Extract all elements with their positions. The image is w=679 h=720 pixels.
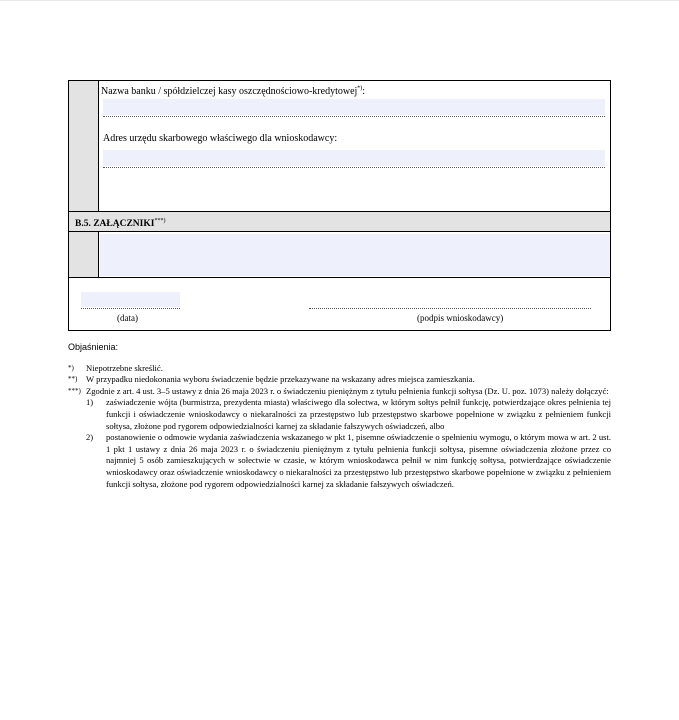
list-item-number: 1) [86, 397, 94, 408]
footnote-2 [68, 374, 611, 386]
section-divider-bottom [69, 277, 610, 278]
page-top-border [0, 0, 679, 1]
attachments-field[interactable] [100, 234, 610, 276]
row-marker-column [69, 81, 98, 211]
footnote-mark: *) [68, 363, 74, 372]
tax-office-field[interactable] [103, 150, 605, 166]
date-field[interactable] [81, 292, 180, 307]
attachments-column-divider [98, 232, 99, 277]
footnote-mark: ***) [68, 386, 81, 395]
footnote-text: Zgodnie z art. 4 ust. 3–5 ustawy z dnia 26 maja 2023 r. o świadczeniu pieniężnym z tytułu pełnienia funkcji sołtysa (Dz. U. poz. 1073) należy dołączyć: [86, 385, 609, 396]
date-dotted-line [81, 308, 180, 309]
attachments-marker-column [69, 232, 98, 277]
tax-office-label: Adres urzędu skarbowego właściwego dla wnioskodawcy: [103, 133, 338, 144]
bank-name-field[interactable] [103, 99, 605, 115]
signature-dotted-line[interactable] [309, 308, 591, 309]
list-item [86, 432, 611, 490]
list-item-number: 2) [86, 432, 94, 443]
date-label: (data) [117, 313, 138, 323]
form-section-b4-b5 [68, 80, 611, 331]
footnote-1 [68, 363, 611, 375]
tax-office-dotted-line [103, 167, 605, 168]
bank-name-label: Nazwa banku / spółdzielczej kasy oszczędnościowo-kredytowej*): [101, 85, 366, 97]
column-divider [98, 81, 99, 211]
explanations-section [68, 342, 611, 490]
list-item-text: zaświadczenie wójta (burmistrza, prezydenta miasta) właściwego dla sołectwa, w którym sołtys pełnił funkcję, potwierdzające okres pełnienia tej funkcji i oświadczenie wnioskodawcy o niekaralności za przestępstwo lub przestępstwo skarbowe popełnione w związku z pełnieniem funkcji sołtysa, złożone pod rygorem odpowiedzialności karnej za składanie fałszywych oświadczeń, albo [106, 397, 611, 431]
section-divider-header [69, 231, 610, 232]
footnote-text: W przypadku niedokonania wyboru świadczenie będzie przekazywane na wskazany adres miejsca zamieszkania. [86, 374, 475, 385]
list-item-text: postanowienie o odmowie wydania zaświadczenia wskazanego w pkt 1, pisemne oświadczenie o spełnieniu wymogu, o którym mowa w art. 2 ust. 1 pkt 1 ustawy z dnia 26 maja 2023 r. o świadczeniu pieniężnym z tytułu pełnienia funkcji sołtysa, pisemne oświadczenia złożone przez co najmniej 5 osób zamieszkujących w sołectwie w czasie, w którym wnioskodawca pełnił w nim funkcję sołtysa, potwierdzające oświadczenie wnioskodawcy oraz oświadczenie wnioskodawcy o niekaralności za przestępstwo lub przestępstwo skarbowe popełnione w związku z pełnieniem funkcji sołtysa, złożone pod rygorem odpowiedzialności karnej za składanie fałszywych oświadczeń. [106, 432, 611, 489]
footnote-text: Niepotrzebne skreślić. [86, 362, 163, 373]
signature-label: (podpis wnioskodawcy) [417, 313, 504, 323]
footnote-3 [68, 386, 611, 398]
attachments-section-title: B.5. ZAŁĄCZNIKI***) [75, 217, 166, 229]
list-item [86, 397, 611, 432]
explanations-heading: Objaśnienia: [68, 342, 119, 352]
footnote-mark: **) [68, 375, 78, 384]
bank-name-dotted-line [103, 116, 605, 117]
